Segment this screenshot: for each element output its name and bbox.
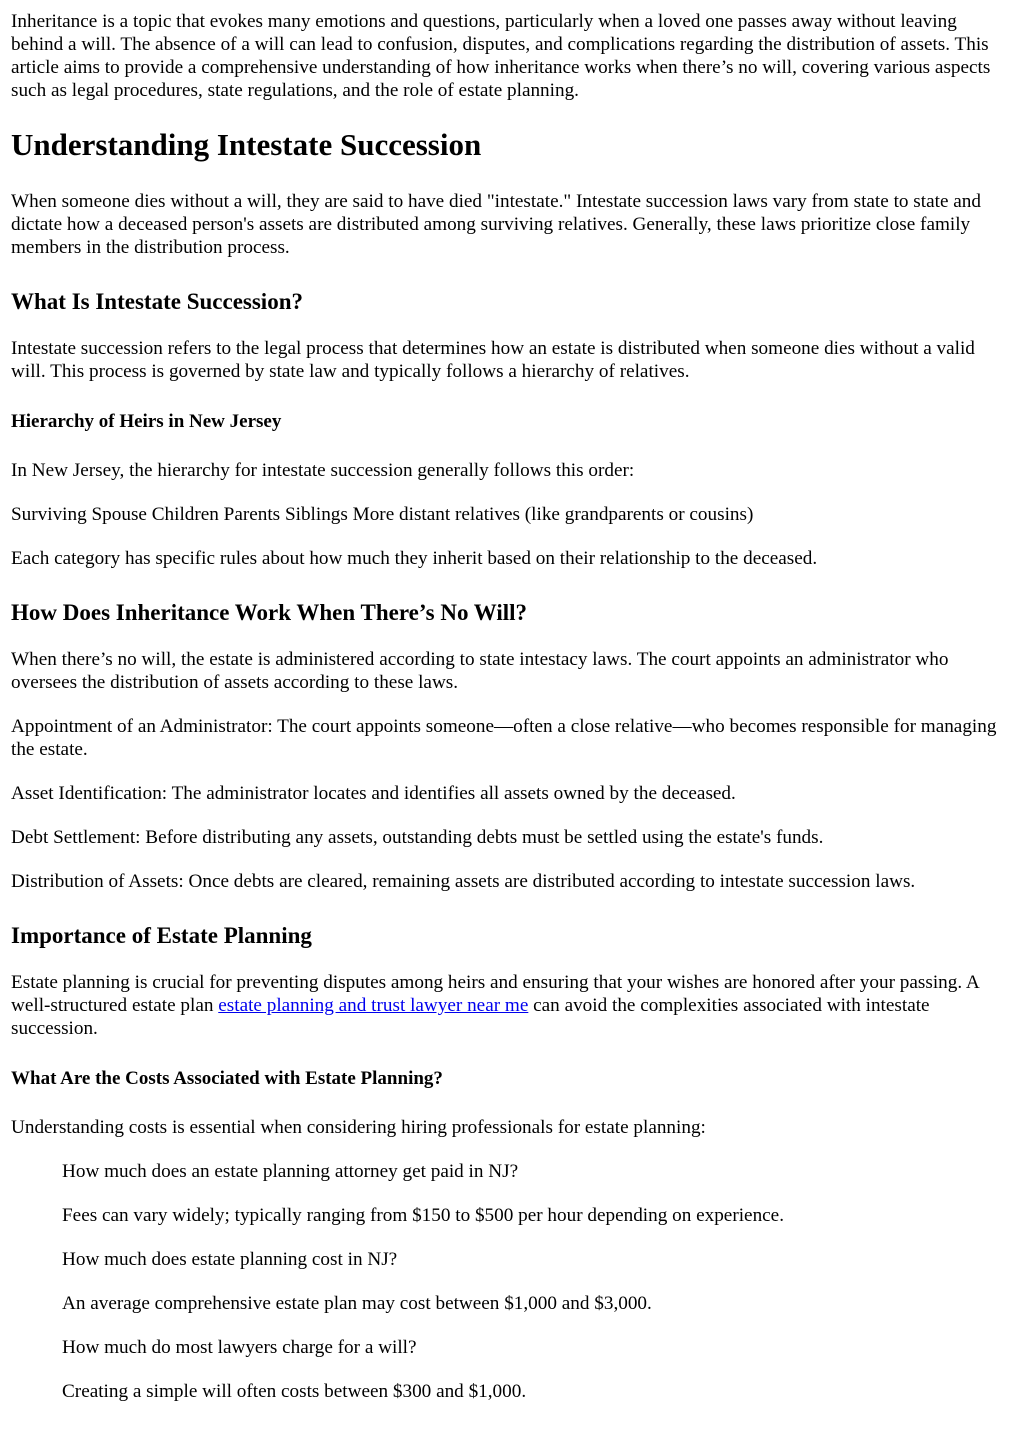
intro-paragraph: Inheritance is a topic that evokes many emotions and questions, particularly when a loved one passes away without leaving behind a will. The absence of a will can lead to confusion, disputes, and complications regarding the distribution of assets. This article aims to provide a comprehensive understanding of how inheritance works when there’s no will, covering various aspects such as legal procedures, state regulations, and the role of estate planning. <box>11 11 991 101</box>
section-heading-hierarchy-of-heirs: Hierarchy of Heirs in New Jersey <box>11 411 282 432</box>
step-asset-identification-paragraph: Asset Identification: The administrator locates and identifies all assets owned by the deceased. <box>11 783 736 804</box>
paragraph-text: Estate planning is crucial for preventing disputes among heirs and ensuring that your wishes are honored after your passing. A well-structured estate plan <box>11 972 979 1016</box>
section-heading-importance-of-estate-planning: Importance of Estate Planning <box>11 923 312 948</box>
estate-planning-lawyer-link[interactable]: estate planning and trust lawyer near me <box>218 995 529 1016</box>
faq-question: How much does estate planning cost in NJ? <box>62 1249 398 1270</box>
faq-answer: Fees can vary widely; typically ranging from $150 to $500 per hour depending on experience. <box>62 1205 784 1226</box>
faq-question: How much do most lawyers charge for a will? <box>62 1337 417 1358</box>
paragraph: When there’s no will, the estate is administered according to state intestacy laws. The court appoints an administrator who oversees the distribution of assets according to these laws. <box>11 649 949 693</box>
paragraph: Each category has specific rules about how much they inherit based on their relationship to the deceased. <box>11 548 818 569</box>
section-heading-costs-estate-planning: What Are the Costs Associated with Estate Planning? <box>11 1068 443 1089</box>
paragraph: Understanding costs is essential when considering hiring professionals for estate planning: <box>11 1117 706 1138</box>
faq-question: How much does an estate planning attorney get paid in NJ? <box>62 1161 519 1182</box>
step-distribution-paragraph: Distribution of Assets: Once debts are cleared, remaining assets are distributed according to intestate succession laws. <box>11 871 916 892</box>
paragraph: When someone dies without a will, they are said to have died "intestate." Intestate succession laws vary from state to state and dictate how a deceased person's assets are distributed among surviving relatives. Generally, these laws prioritize close family members in the distribution process. <box>11 191 981 258</box>
step-debt-settlement-paragraph: Debt Settlement: Before distributing any assets, outstanding debts must be settled using the estate's funds. <box>11 827 824 848</box>
paragraph: In New Jersey, the hierarchy for intestate succession generally follows this order: <box>11 460 635 481</box>
section-heading-what-is-intestate-succession: What Is Intestate Succession? <box>11 289 303 314</box>
faq-answer: Creating a simple will often costs between $300 and $1,000. <box>62 1381 527 1402</box>
section-heading-understanding-intestate-succession: Understanding Intestate Succession <box>11 127 482 162</box>
paragraph-with-link <box>11 971 1013 1040</box>
heirs-list-paragraph: Surviving Spouse Children Parents Siblings More distant relatives (like grandparents or cousins) <box>11 504 754 525</box>
paragraph-text: can avoid the complexities associated with intestate succession. <box>11 995 930 1039</box>
faq-answer: An average comprehensive estate plan may cost between $1,000 and $3,000. <box>62 1293 652 1314</box>
section-heading-how-inheritance-works: How Does Inheritance Work When There’s No Will? <box>11 600 528 625</box>
step-appointment-paragraph: Appointment of an Administrator: The court appoints someone—often a close relative—who becomes responsible for managing the estate. <box>11 716 997 760</box>
paragraph: Intestate succession refers to the legal process that determines how an estate is distributed when someone dies without a valid will. This process is governed by state law and typically follows a hierarchy of relatives. <box>11 338 975 382</box>
costs-faq-block <box>62 1160 1013 1403</box>
